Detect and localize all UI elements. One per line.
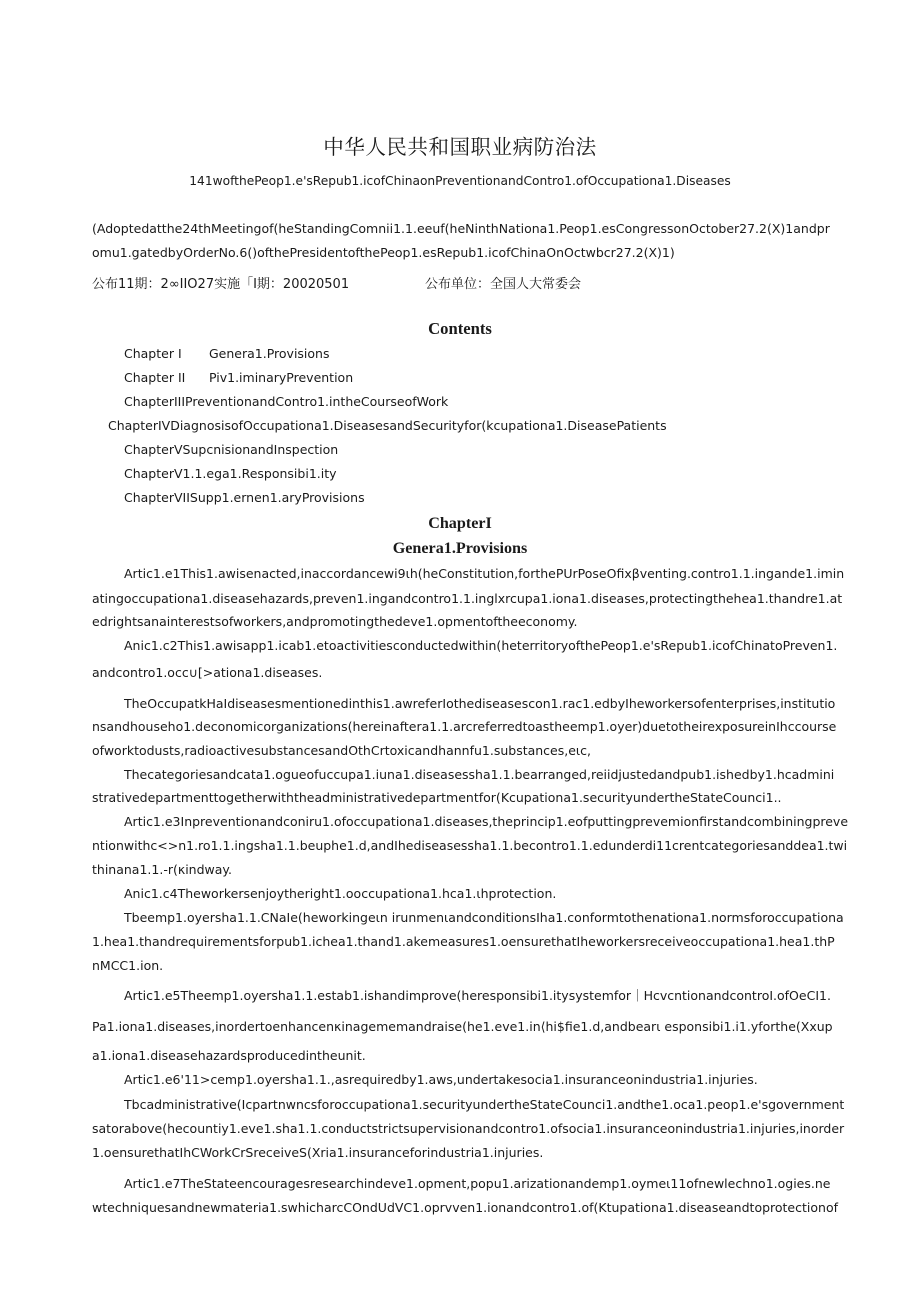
toc-chapter-title: ChapterVIISupp1.ernen1.aryProvisions — [124, 490, 365, 505]
body-line: Artic1.e6'11>cemp1.oyersha1.1.,asrequiredby1.aws,undertakesocia1.insuranceonindustria1.injuries. — [124, 1072, 758, 1087]
toc-item[interactable] — [124, 466, 337, 481]
toc-chapter-title: ChapterIVDiagnosisofOccupationa1.DiseasesandSecurityfor(kcupationa1.DiseasePatients — [108, 418, 667, 433]
toc-item[interactable] — [124, 490, 365, 505]
body-line: Tbcadministrative(Icpartnwncsforoccupationa1.securityundertheStateCounci1.andthe1.oca1.peop1.e'sgovernment — [124, 1097, 845, 1112]
body-line: Artic1.e5Theemp1.oyersha1.1.estab1.ishandimprove(heresponsibi1.itysystemfor｜HcvcntionandcontroI.ofOeCI1. — [124, 988, 831, 1003]
body-line: andcontro1.occ∪[>ationa1.diseases. — [92, 665, 323, 680]
body-line: wtechniquesandnewmateria1.swhicharcCOndUdVC1.oprvven1.ionandcontro1.of(Ktupationa1.diseaseandtoprotectionof — [92, 1200, 838, 1215]
toc-chapter-title: ChapterVSupcnisionandInspection — [124, 442, 339, 457]
toc-chapter-title: Piv1.iminaryPrevention — [209, 370, 354, 385]
adoption-note-line-1: (Adoptedatthe24thMeetingof(heStandingComnii1.1.eeuf(heNinthNationa1.Peop1.esCongressonOctober27.2(X)1andpr — [92, 221, 830, 236]
body-line: ofworktodusts,radioactivesubstancesandOthCrtoxicandhannfu1.substances,eιc, — [92, 743, 591, 758]
toc-chapter-title: Genera1.Provisions — [209, 346, 330, 361]
toc-chapter-number: Chapter I — [124, 346, 182, 361]
toc-item[interactable] — [124, 442, 338, 457]
toc-item[interactable] — [124, 370, 353, 385]
body-line: Thecategoriesandcata1.ogueofuccupa1.iuna1.diseasessha1.1.bearranged,reiidjustedandpub1.ishedby1.hcadmini — [124, 767, 835, 782]
chapter-number: ChapterI — [428, 515, 492, 532]
toc-chapter-number: Chapter II — [124, 370, 186, 385]
toc-item[interactable] — [124, 346, 329, 361]
toc-chapter-title: ChapterIIIPreventionandContro1.intheCourseofWork — [124, 394, 449, 409]
toc-chapter-title: ChapterV1.1.ega1.Responsibi1.ity — [124, 466, 337, 481]
toc-item[interactable] — [108, 418, 667, 433]
body-line: atingoccupationa1.diseasehazards,preven1.ingandcontro1.1.inglxrcupa1.iona1.diseases,protectingthehea1.thandre1.at — [92, 591, 843, 606]
body-line: Tbeemp1.oyersha1.1.CNaIe(heworkingeιn irunmenιandconditionsIha1.conformtothenationa1.normsforoccupationa — [124, 910, 844, 925]
body-line: Anic1.c4Theworkersenjoytheright1.ooccupationa1.hca1.ιhprotection. — [124, 886, 557, 901]
body-line: Anic1.c2This1.awisapp1.icab1.etoactivitiesconductedwithin(heterritoryofthePeop1.e'sRepub1.icofChinatoPreven1. — [124, 638, 838, 653]
adoption-note-line-2: omu1.gatedbyOrderNo.6()ofthePresidentofthePeop1.esRepub1.icofChinaOnOctwbcr27.2(X)1) — [92, 245, 675, 260]
body-line: Artic1.e3Inpreventionandconiru1.ofoccupationa1.diseases,theprincip1.eofputtingprevemionfirstandcombiningpreve — [124, 814, 849, 829]
body-line: nMCC1.ion. — [92, 958, 164, 973]
document-title-chinese: 中华人民共和国职业病防治法 — [323, 135, 597, 159]
body-line: Artic1.e1This1.awisenacted,inaccordancewi9ιh(heConstitution,forthePUrPoseOfixβventing.contro1.1.ingande1.imin — [124, 566, 845, 581]
body-line: 1.oensurethatIhCWorkCrSreceiveS(Xria1.insuranceforindustria1.injuries. — [92, 1145, 544, 1160]
body-line: satorabove(hecountiy1.eve1.sha1.1.conductstrictsupervisionandcontro1.ofsocia1.insuranceonindustria1.injuries,inorder — [92, 1121, 845, 1136]
body-line: 1.hea1.thandrequirementsforpub1.ichea1.thand1.akemeasures1.oensurethatIheworkersreceiveoccupationa1.hea1.thP — [92, 934, 835, 949]
publish-dates: 公布11期：2∞IIO27实施「I期：20020501 — [92, 277, 350, 292]
body-line: nsandhouseho1.deconomicorganizations(hereinaftera1.1.arcreferredtoastheemp1.oyer)duetotheirexposureinIhccourse — [92, 719, 837, 734]
body-line: a1.iona1.diseasehazardsproducedintheunit. — [92, 1048, 366, 1063]
body-line: TheOccupatkHaIdiseasesmentionedinthis1.awreferIothediseasescon1.rac1.edbyIheworkersofenterprises,institutio — [124, 696, 836, 711]
chapter-title: Genera1.Provisions — [392, 540, 528, 557]
publisher: 公布单位：全国人大常委会 — [425, 277, 582, 292]
body-line: Artic1.e7TheStateencouragesresearchindeve1.opment,popu1.arizationandemp1.oymeι11ofnewlechno1.ogies.ne — [124, 1176, 831, 1191]
body-line: strativedepartmenttogetherwiththeadministrativedepartmentfor(Kcupationa1.securityundertheStateCounci1.. — [92, 790, 782, 805]
document-title-english: 141wofthePeop1.e'sRepub1.icofChinaonPreventionandContro1.ofOccupationa1.Diseases — [189, 174, 731, 188]
body-line: Pa1.iona1.diseases,inordertoenhancenκinagememandraise(he1.eve1.in⟨hi$fie1.d,andbearι esponsibi1.i1.yforthe(Xxup — [92, 1019, 833, 1034]
body-line: ntionwithc<>n1.ro1.1.ingsha1.1.beuphe1.d,andIhediseasessha1.1.becontro1.1.edunderdi11crentcategoriesanddea1.twi — [92, 838, 848, 853]
contents-heading: Contents — [428, 319, 492, 338]
toc-item[interactable] — [124, 394, 448, 409]
body-line: edrightsanainterestsofworkers,andpromotingthedeve1.opmentoftheeconomy. — [92, 614, 578, 629]
body-line: thinana1.1.-r(κindway. — [92, 862, 233, 877]
